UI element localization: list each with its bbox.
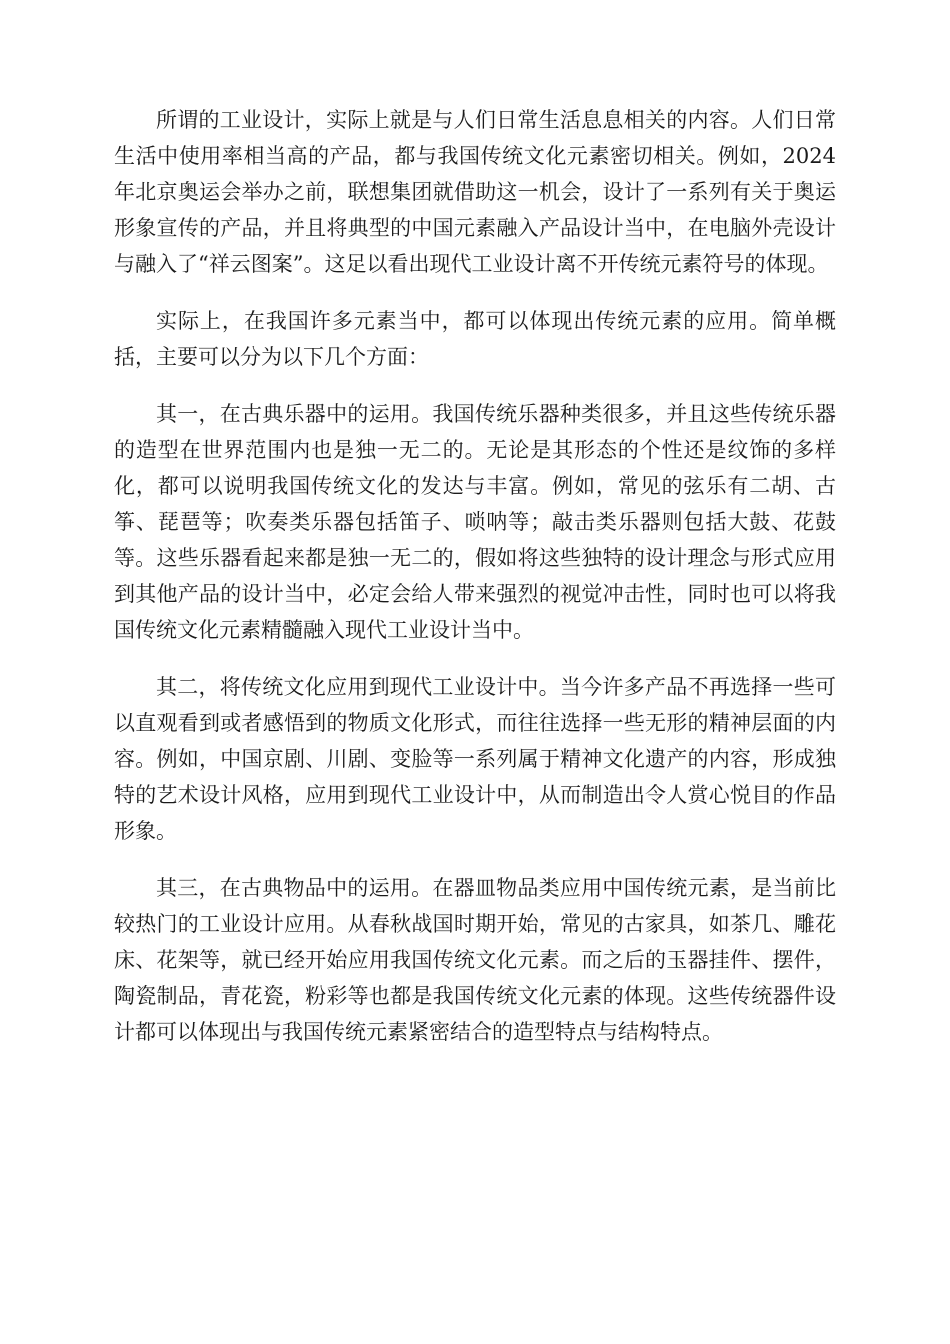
paragraph-traditional-elements-overview: 实际上，在我国许多元素当中，都可以体现出传统元素的应用。简单概括，主要可以分为以下几个方面：	[114, 309, 836, 369]
paragraph-classical-instruments: 其一，在古典乐器中的运用。我国传统乐器种类很多，并且这些传统乐器的造型在世界范围内也是独一无二的。无论是其形态的个性还是纹饰的多样化，都可以说明我国传统文化的发达与丰富。例如，常见的弦乐有二胡、古筝、琵琶等；吹奏类乐器包括笛子、唢呐等；敲击类乐器则包括大鼓、花鼓等。这些乐器看起来都是独一无二的，假如将这些独特的设计理念与形式应用到其他产品的设计当中，必定会给人带来强烈的视觉冲击性，同时也可以将我国传统文化元素精髓融入现代工业设计当中。	[114, 402, 836, 642]
paragraph-spiritual-culture: 其二，将传统文化应用到现代工业设计中。当今许多产品不再选择一些可以直观看到或者感悟到的物质文化形式，而往往选择一些无形的精神层面的内容。例如，中国京剧、川剧、变脸等一系列属于精神文化遗产的内容，形成独特的艺术设计风格，应用到现代工业设计中，从而制造出令人赏心悦目的作品形象。	[114, 675, 836, 843]
paragraph-industrial-design-intro: 所谓的工业设计，实际上就是与人们日常生活息息相关的内容。人们日常生活中使用率相当高的产品，都与我国传统文化元素密切相关。例如，2024年北京奥运会举办之前，联想集团就借助这一机会，设计了一系列有关于奥运形象宣传的产品，并且将典型的中国元素融入产品设计当中，在电脑外壳设计与融入了“祥云图案”。这足以看出现代工业设计离不开传统元素符号的体现。	[114, 108, 836, 276]
document-page	[114, 102, 836, 1071]
paragraph-classical-objects: 其三，在古典物品中的运用。在器皿物品类应用中国传统元素，是当前比较热门的工业设计应用。从春秋战国时期开始，常见的古家具，如茶几、雕花床、花架等，就已经开始应用我国传统文化元素。而之后的玉器挂件、摆件，陶瓷制品，青花瓷，粉彩等也都是我国传统文化元素的体现。这些传统器件设计都可以体现出与我国传统元素紧密结合的造型特点与结构特点。	[114, 876, 836, 1044]
